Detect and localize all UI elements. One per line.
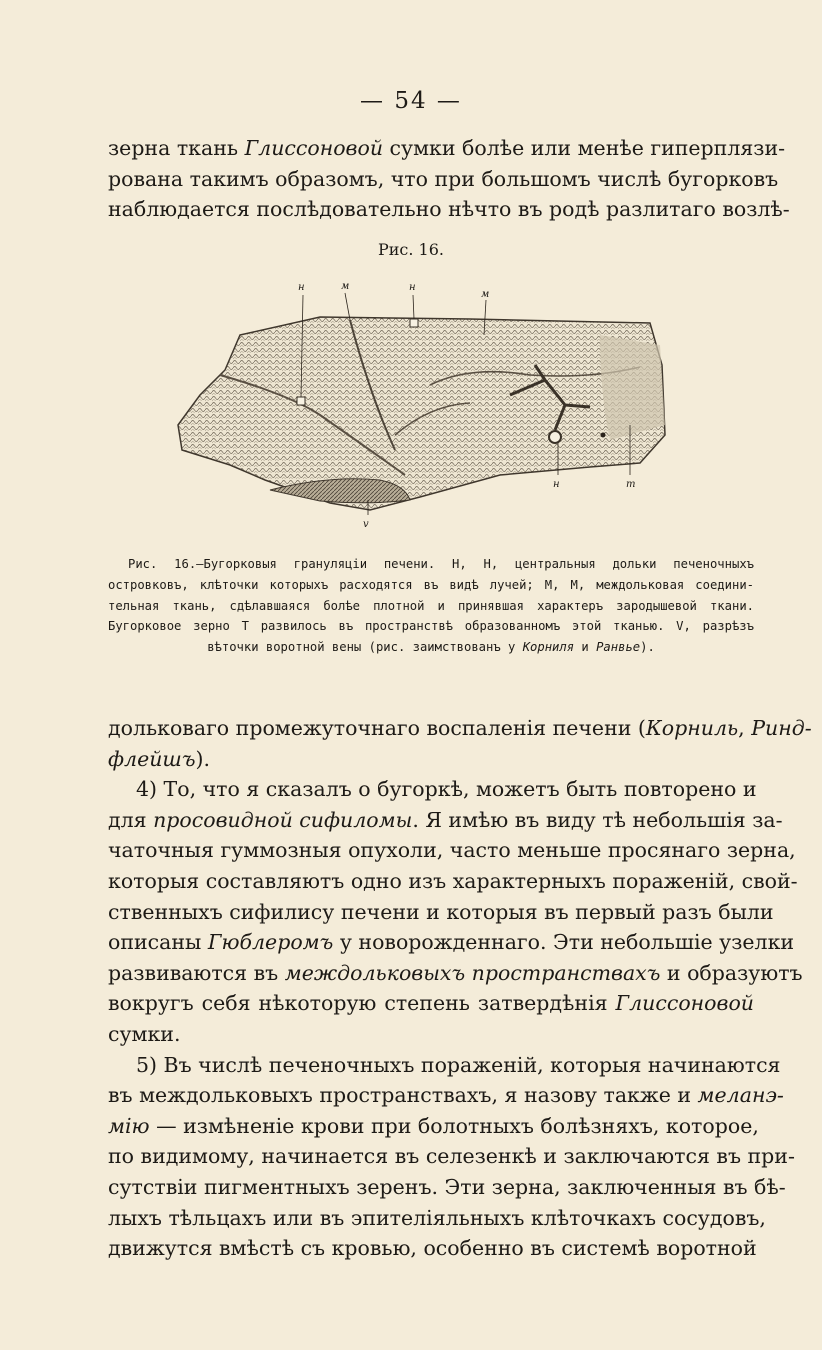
caption-line: островковъ, клѣточки которыхъ расходятся въ видѣ лучей; М, М, междольковая соедини- — [108, 577, 754, 592]
text-line: вокругъ себя нѣкоторую степень затвердѣнія Глиссоновой — [108, 991, 754, 1016]
text-line: въ междольковыхъ пространствахъ, я назову также и меланэ- — [108, 1083, 784, 1108]
tissue-section — [178, 317, 665, 510]
text-line: по видимому, начинается въ селезенкѣ и заключаются въ при- — [108, 1144, 795, 1169]
text-line: зерна ткань Глиссоновой сумки болѣе или менѣе гиперплязи- — [108, 136, 786, 160]
emphasis-text: Ринд- — [751, 716, 812, 740]
text-line: которыя составляютъ одно изъ характерныхъ пораженій, свой- — [108, 868, 798, 893]
caption-line: Бугорковое зерно Т развилось въ пространствѣ образованномъ этой тканью. V, разрѣзъ — [108, 619, 754, 634]
text-line: флейшъ). — [108, 746, 211, 771]
label-m2: м — [481, 289, 490, 300]
label-h3: н — [553, 479, 560, 490]
text-line: мію — измѣненіе крови при болотныхъ болѣзняхъ, которое, — [108, 1113, 759, 1138]
label-m1: м — [341, 281, 350, 292]
text-line: наблюдается послѣдовательно нѣчто въ родѣ разлитаго возлѣ- — [108, 197, 790, 222]
text-line: лыхъ тѣльцахъ или въ эпителіяльныхъ клѣточкахъ сосудовъ, — [108, 1205, 766, 1230]
text-line: чаточныя гуммозныя опухоли, часто меньше просянаго зерна, — [108, 838, 796, 863]
figure-title: Рис. 16. — [377, 240, 444, 259]
text-line: ственныхъ сифилису печени и которыя въ первый разъ были — [108, 899, 774, 924]
emphasis-text: мію — [108, 1113, 150, 1138]
page-number: — 54 — — [360, 88, 462, 114]
text-line: описаны Гюблеромъ у новорожденнаго. Эти небольшіе узелки — [108, 930, 795, 955]
text-line: 5) Въ числѣ печеночныхъ пораженій, которыя начинаются — [136, 1052, 781, 1077]
label-t: т — [626, 479, 636, 490]
label-h1: н — [298, 282, 305, 293]
text-line: развиваются въ междольковыхъ пространствахъ и образуютъ — [108, 960, 803, 985]
emphasis-text: меланэ- — [697, 1083, 784, 1108]
emphasis-text: Гюблеромъ — [207, 930, 334, 955]
emphasis-text: Глиссоновой — [244, 136, 384, 160]
label-v: v — [363, 519, 369, 530]
emphasis-text: флейшъ — [108, 746, 196, 771]
text-line: движутся вмѣстѣ съ кровью, особенно въ системѣ воротной — [108, 1236, 757, 1261]
text-line: 4) То, что я сказалъ о бугоркѣ, можетъ быть повторено и — [136, 777, 757, 802]
emphasis-text: Корниля — [522, 640, 575, 655]
text-line: рована такимъ образомъ, что при большомъ числѣ бугорковъ — [108, 166, 779, 191]
emphasis-text: Корниль — [645, 716, 739, 740]
text-line: для просовидной сифиломы. Я имѣю въ виду тѣ небольшія за- — [108, 807, 783, 832]
text-line: сутствіи пигментныхъ зеренъ. Эти зерна, заключенныя въ бѣ- — [108, 1174, 786, 1199]
dense-connective-band — [600, 335, 665, 440]
emphasis-text: междольковыхъ пространствахъ — [284, 960, 661, 985]
main-text — [108, 713, 812, 1264]
paragraph-continued — [108, 133, 790, 225]
liver-tissue-figure — [170, 275, 670, 535]
emphasis-text: просовидной сифиломы — [153, 807, 413, 832]
emphasis-text: Глиссоновой — [615, 991, 754, 1016]
caption-line: вѣточки воротной вены (рис. заимствованъ у Корниля и Ранвье). — [207, 640, 655, 655]
caption-line: Рис. 16.—Бугорковыя грануляціи печени. Н, Н, центральныя дольки печеночныхъ — [128, 557, 754, 571]
figure-caption — [108, 554, 754, 658]
text-line: сумки. — [108, 1021, 181, 1046]
emphasis-text: Ранвье — [596, 640, 641, 655]
text-line: дольковаго промежуточнаго воспаленія печени (Корниль, Ринд- — [108, 716, 812, 740]
label-h2: н — [409, 282, 416, 293]
caption-line: тельная ткань, сдѣлавшаяся болѣе плотной и принявшая характеръ зародышевой ткани. — [108, 598, 754, 613]
